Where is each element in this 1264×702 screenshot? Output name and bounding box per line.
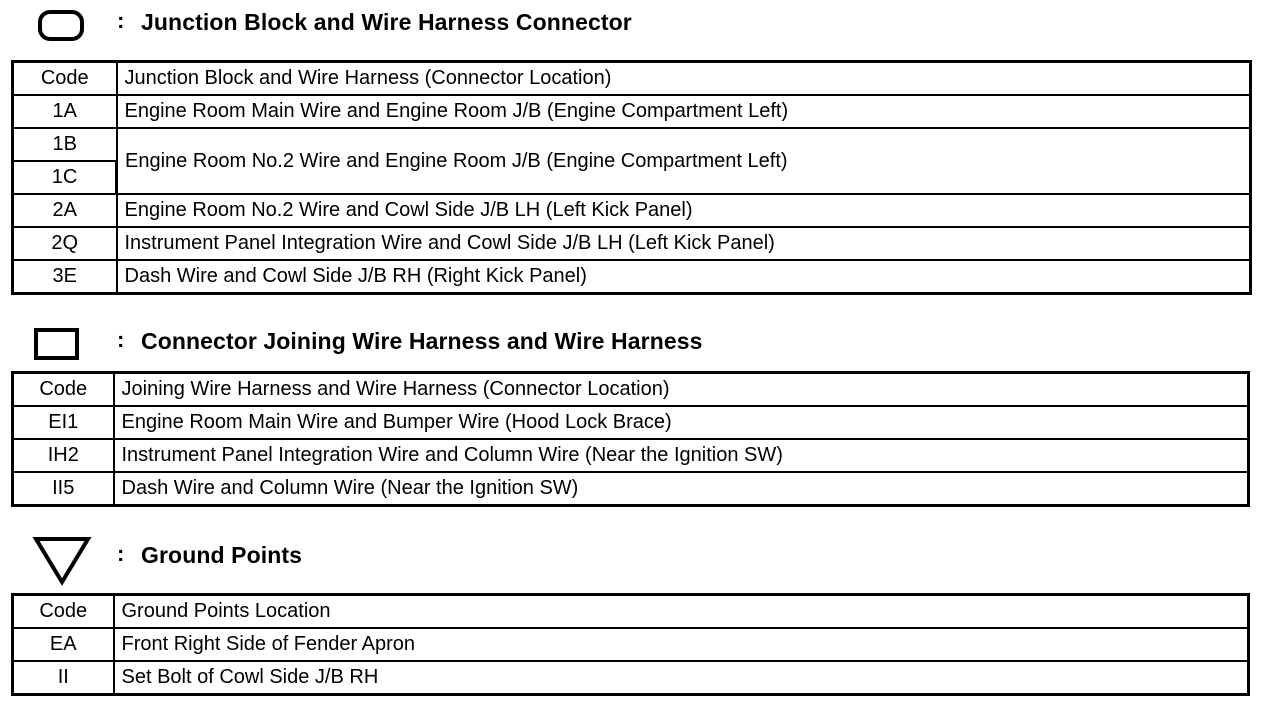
code-cell: IH2 [13, 439, 114, 472]
rectangle-icon [34, 328, 79, 360]
location-cell: Dash Wire and Cowl Side J/B RH (Right Kick Panel) [117, 260, 1251, 294]
code-header: Code [13, 62, 117, 96]
table-row [13, 472, 1249, 506]
inverted-triangle-icon [32, 536, 92, 586]
section-title: Ground Points [141, 542, 303, 568]
table-row [13, 628, 1249, 661]
section-colon: : [117, 541, 125, 566]
location-cell: Engine Room No.2 Wire and Engine Room J/B (Engine Compartment Left) [117, 128, 1251, 194]
code-cell: 2Q [13, 227, 117, 260]
location-cell: Front Right Side of Fender Apron [114, 628, 1249, 661]
table-row [13, 260, 1251, 294]
code-cell: 1C [13, 161, 117, 194]
code-header: Code [13, 595, 114, 629]
code-cell: EI1 [13, 406, 114, 439]
section-colon: : [117, 8, 125, 33]
location-cell: Instrument Panel Integration Wire and Column Wire (Near the Ignition SW) [114, 439, 1249, 472]
code-cell: EA [13, 628, 114, 661]
location-cell: Set Bolt of Cowl Side J/B RH [114, 661, 1249, 695]
location-cell: Engine Room Main Wire and Bumper Wire (Hood Lock Brace) [114, 406, 1249, 439]
location-cell: Engine Room No.2 Wire and Cowl Side J/B LH (Left Kick Panel) [117, 194, 1251, 227]
table-header-row [13, 373, 1249, 407]
location-header: Ground Points Location [114, 595, 1249, 629]
table-header-row [13, 595, 1249, 629]
table-row [13, 661, 1249, 695]
table-row [13, 227, 1251, 260]
code-cell: 1B [13, 128, 117, 161]
code-cell: 1A [13, 95, 117, 128]
table-row [13, 194, 1251, 227]
code-cell: 3E [13, 260, 117, 294]
code-cell: II [13, 661, 114, 695]
table-row [13, 128, 1251, 161]
ground-points-table [11, 593, 1250, 696]
section-title: Junction Block and Wire Harness Connector [141, 9, 632, 35]
location-cell: Engine Room Main Wire and Engine Room J/B (Engine Compartment Left) [117, 95, 1251, 128]
location-header: Junction Block and Wire Harness (Connector Location) [117, 62, 1251, 96]
table-row [13, 406, 1249, 439]
table-header-row [13, 62, 1251, 96]
code-cell: 2A [13, 194, 117, 227]
connector-table [11, 371, 1250, 507]
location-cell: Dash Wire and Column Wire (Near the Ignition SW) [114, 472, 1249, 506]
code-header: Code [13, 373, 114, 407]
code-cell: II5 [13, 472, 114, 506]
section-title: Connector Joining Wire Harness and Wire Harness [141, 328, 703, 354]
section-colon: : [117, 327, 125, 352]
location-cell: Instrument Panel Integration Wire and Cowl Side J/B LH (Left Kick Panel) [117, 227, 1251, 260]
junction-block-table [11, 60, 1252, 295]
table-row [13, 95, 1251, 128]
table-row [13, 439, 1249, 472]
location-header: Joining Wire Harness and Wire Harness (Connector Location) [114, 373, 1249, 407]
